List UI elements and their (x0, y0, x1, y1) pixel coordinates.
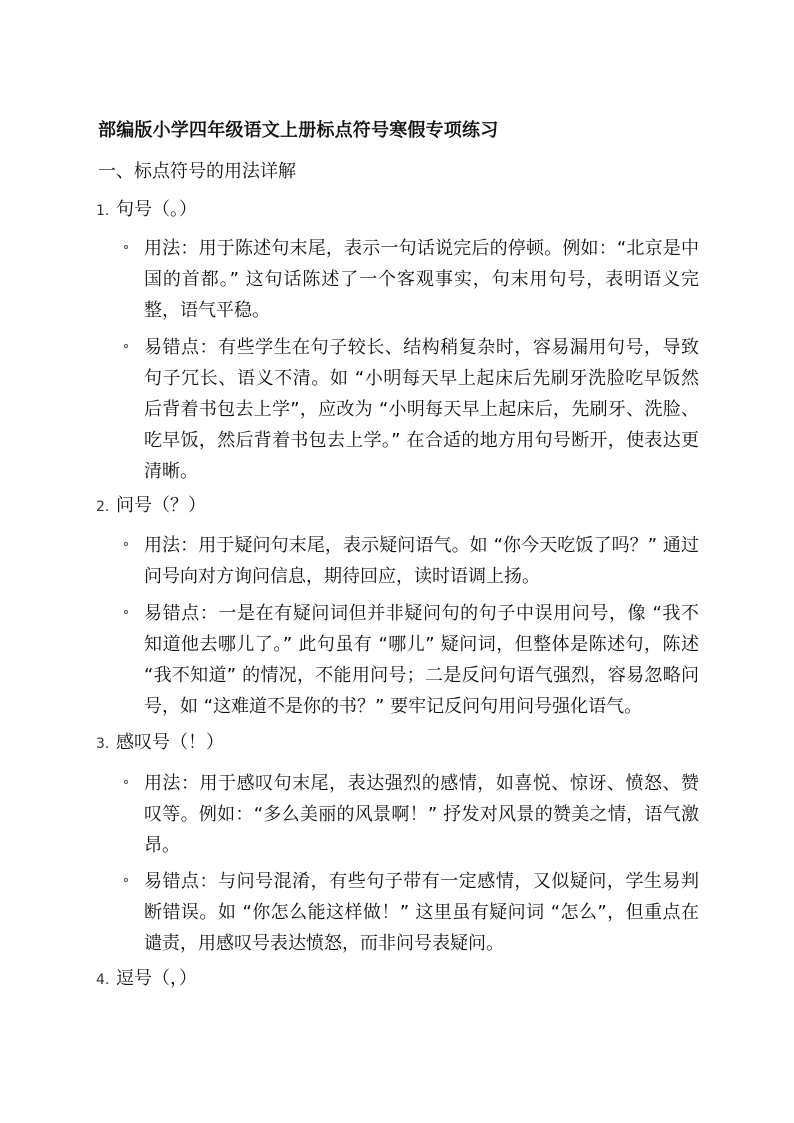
item-number: 4. (96, 972, 110, 988)
bullet-mistake-exclamation-mark (144, 866, 699, 959)
bullet-circle-icon (124, 610, 128, 614)
bullet-text: 用法：用于陈述句末尾，表示一句话说完后的停顿。例如：“北京是中国的首都。” 这句话陈述了一个客观事实，句末用句号，表明语义完整，语气平稳。 (144, 238, 699, 321)
item-number: 2. (96, 499, 110, 515)
bullet-mistake-period (144, 332, 699, 487)
bullet-text: 易错点：有些学生在句子较长、结构稍复杂时，容易漏用句号，导致句子冗长、语义不清。如 “小明每天早上起床后先刷牙洗脸吃早饭然后背着书包去上学”，应改为 “小明每天早上起床后，先刷牙、洗脸、吃早饭，然后背着书包去上学。” 在合适的地方用句号断开，使表达更清晰。 (144, 337, 699, 482)
section-heading: 一、标点符号的用法详解 (98, 161, 296, 182)
bullet-text: 用法：用于感叹句末尾，表达强烈的感情，如喜悦、惊讶、愤怒、赞叹等。例如：“多么美丽的风景啊！” 抒发对风景的赞美之情，语气激昂。 (144, 773, 699, 856)
item-number: 3. (96, 736, 110, 752)
document-title: 部编版小学四年级语文上册标点符号寒假专项练习 (98, 120, 499, 141)
bullet-circle-icon (124, 245, 128, 249)
item-label: 问号（？） (116, 495, 206, 516)
item-heading-comma (96, 966, 197, 993)
item-heading-period (96, 197, 197, 224)
item-label: 句号（。） (116, 199, 197, 220)
item-label: 逗号（，） (116, 968, 197, 989)
bullet-usage-period (144, 233, 699, 326)
bullet-circle-icon (124, 344, 128, 348)
bullet-text: 易错点：一是在有疑问词但并非疑问句的句子中误用问号，像 “我不知道他去哪儿了。” 此句虽有 “哪儿” 疑问词，但整体是陈述句，陈述 “我不知道” 的情况，不能用问号；二是反问句语气强烈，容易忽略问号，如 “这难道不是你的书？” 要牢记反问句用问号强化语气。 (144, 603, 699, 717)
bullet-circle-icon (124, 878, 128, 882)
bullet-circle-icon (124, 542, 128, 546)
bullet-text: 易错点：与问号混淆，有些句子带有一定感情，又似疑问，学生易判断错误。如 “你怎么能这样做！” 这里虽有疑问词 “怎么”，但重点在谴责，用感叹号表达愤怒，而非问号表疑问。 (144, 871, 699, 954)
bullet-mistake-question-mark (144, 598, 699, 722)
item-heading-question-mark (96, 493, 206, 520)
bullet-usage-question-mark (144, 530, 699, 592)
bullet-text: 用法：用于疑问句末尾，表示疑问语气。如 “你今天吃饭了吗？” 通过问号向对方询问信息，期待回应，读时语调上扬。 (144, 535, 699, 587)
item-number: 1. (96, 203, 110, 219)
item-heading-exclamation-mark (96, 730, 224, 757)
item-label: 感叹号（！） (116, 732, 224, 753)
bullet-usage-exclamation-mark (144, 768, 699, 861)
bullet-circle-icon (124, 780, 128, 784)
